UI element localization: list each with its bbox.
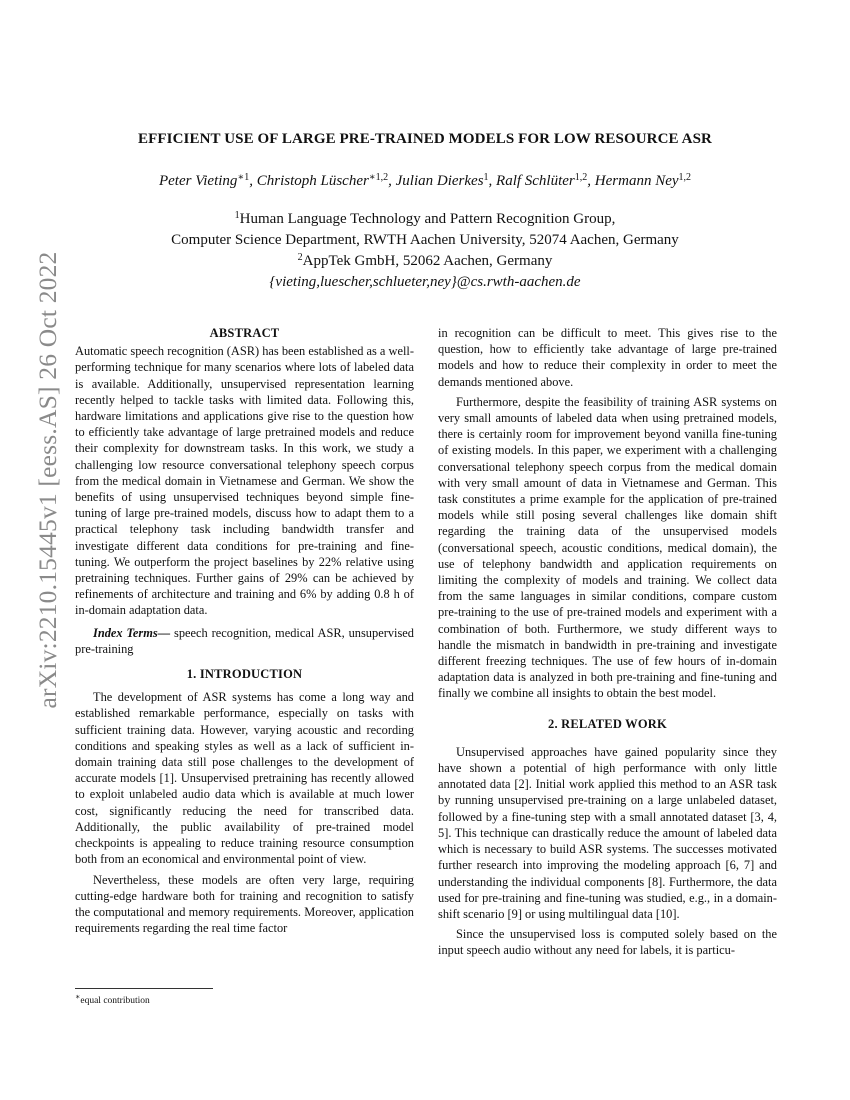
paragraph: Since the unsupervised loss is computed solely based on the input speech audio without any need for labels, it is particu-	[438, 927, 777, 958]
affiliation-mark: 1	[234, 210, 240, 221]
footnote-text: equal contribution	[80, 996, 150, 1007]
author-affil-mark: 1,2	[574, 172, 588, 183]
author-name: Peter Vieting	[158, 173, 238, 189]
author-emails: {vieting,luescher,schlueter,ney}@cs.rwth-aachen.de	[269, 274, 581, 290]
author-affil-mark: ∗1	[237, 172, 250, 183]
affiliation-line: $^1$Human Language Technology and Pattern Recognition Group,	[234, 210, 616, 227]
affiliation-line: $^2$AppTek GmbH, 52062 Aachen, Germany	[297, 252, 553, 269]
author-name: Christoph Lüscher	[256, 173, 369, 189]
affiliation-mark: 2	[297, 252, 303, 263]
right-column	[438, 325, 777, 959]
paragraph: Furthermore, despite the feasibility of training ASR systems on very small amounts of labeled data when using pretrained models, there is certainly room for improvement beyond vanilla fine-tuning of existing models. In this paper, we experiment with a challenging conversational telephony speech corpus from the medical domain with very small amount of data in Vietnamese and German. This task constitutes a prime example for the application of pre-trained models while still posing several challenges like domain shift regarding the training data of the unsupervised models (conversational speech, acoustic conditions, medical domain), the use of telephony bandwidth and application requirements on limiting the complexity of models and training. We collect data from the same languages in similar conditions, compare custom pre-training to the use of pre-trained models and experiment with a combination of both. Furthermore, we study different ways to handle the mismatch in bandwidth in pre-training and investigate different freezing techniques. The use of few hours of in-domain adaptation data is analyzed in both pre-training and fine-tuning and finally we combine all insights to obtain the best model.	[438, 394, 777, 701]
author-separator: ,	[488, 173, 497, 189]
paragraph: Nevertheless, these models are often very large, requiring cutting-edge hardware both for training and recognition to satisfy the computational and memory requirements. Moreover, application requirements regarding the real time factor	[75, 872, 414, 936]
author-list	[75, 173, 775, 190]
author-separator: ,	[249, 173, 257, 189]
left-column	[75, 325, 414, 936]
index-terms	[75, 625, 414, 657]
author-affil-mark: ∗1,2	[368, 172, 389, 183]
footnote	[75, 992, 150, 1006]
affiliations	[75, 209, 775, 293]
paper-title: EFFICIENT USE OF LARGE PRE-TRAINED MODELS FOR LOW RESOURCE ASR	[138, 131, 712, 147]
author-separator: ,	[388, 173, 396, 189]
index-terms-text: speech recognition, medical ASR, unsupervised pre-training	[75, 625, 414, 656]
abstract-text: Automatic speech recognition (ASR) has been established as a well-performing technique for many scenarios where lots of labeled data is available. Additionally, unsupervised representation learning recently helped to tackle tasks with limited data. Following this, hardware limitations and applications give rise to the question how to efficiently take advantage of large pretrained models and reduce their complexity for downstream tasks. In this work, we study a challenging low resource conversational telephony speech corpus from the medical domain in Vietnamese and German. We show the benefits of using unsupervised techniques beyond simple fine-tuning of large pre-trained models, discuss how to adapt them to a practical telephony task including bandwidth transfer and investigate different data conditions for pre-training and fine-tuning. We outperform the project baselines by 22% relative using pretraining techniques. Further gains of 29% can be achieved by refinements of architecture and training and 6% by adding 0.8 h of in-domain adaptation data.	[75, 344, 414, 618]
footnote-mark: ∗	[75, 992, 81, 1001]
index-terms-label: Index Terms—	[93, 625, 171, 640]
author-name: Julian Dierkes	[395, 173, 484, 189]
affiliation-line: Computer Science Department, RWTH Aachen University, 52074 Aachen, Germany	[171, 232, 679, 248]
author-affil-mark: 1,2	[678, 172, 692, 183]
paragraph: Unsupervised approaches have gained popularity since they have shown a potential of high performance with only little annotated data [2]. Initial work applied this method to an ASR task by running unsupervised pre-training on a large unlabeled dataset, followed by a fine-tuning step with a small annotated dataset [3, 4, 5]. This technique can drastically reduce the amount of labeled data which is necessary to build ASR systems. The successes motivated further research into improving the modeling approach [6, 7] and understanding the individual components [8]. Furthermore, the data used for pre-training and fine-tuning was studied, e.g., in a domain-shift scenario [9] or using multilingual data [10].	[438, 744, 777, 921]
author-affil-mark: 1	[483, 172, 489, 183]
section-heading-related-work: 2. RELATED WORK	[548, 716, 667, 731]
paragraph: in recognition can be difficult to meet. This gives rise to the question, how to efficiently take advantage of large pre-trained models and how to reduce their complexity in order to meet the demands mentioned above.	[438, 326, 777, 389]
author-name: Hermann Ney	[594, 173, 679, 189]
abstract-heading: ABSTRACT	[209, 326, 280, 340]
arxiv-side-stamp: arXiv:2210.15445v1 [eess.AS] 26 Oct 2022	[33, 251, 62, 709]
footnote-divider	[75, 988, 213, 989]
section-heading-introduction: 1. INTRODUCTION	[186, 667, 303, 682]
paragraph: The development of ASR systems has come a long way and established remarkable performance, especially on tasks with sufficient training data. However, varying acoustic and recording conditions and speaking styles as well as a lack of sufficient in-domain training data still pose challenges to the development of accurate models [1]. Unsupervised pretraining has recently allowed to exploit unlabeled audio data which is available at much lower cost, significantly reducing the need for transcribed data. Additionally, the public availability of pre-trained model checkpoints is appealing to reduce training resource consumption both from an economical and environmental point of view.	[75, 690, 414, 867]
author-name: Ralf Schlüter	[496, 173, 575, 189]
author-separator: ,	[587, 173, 595, 189]
